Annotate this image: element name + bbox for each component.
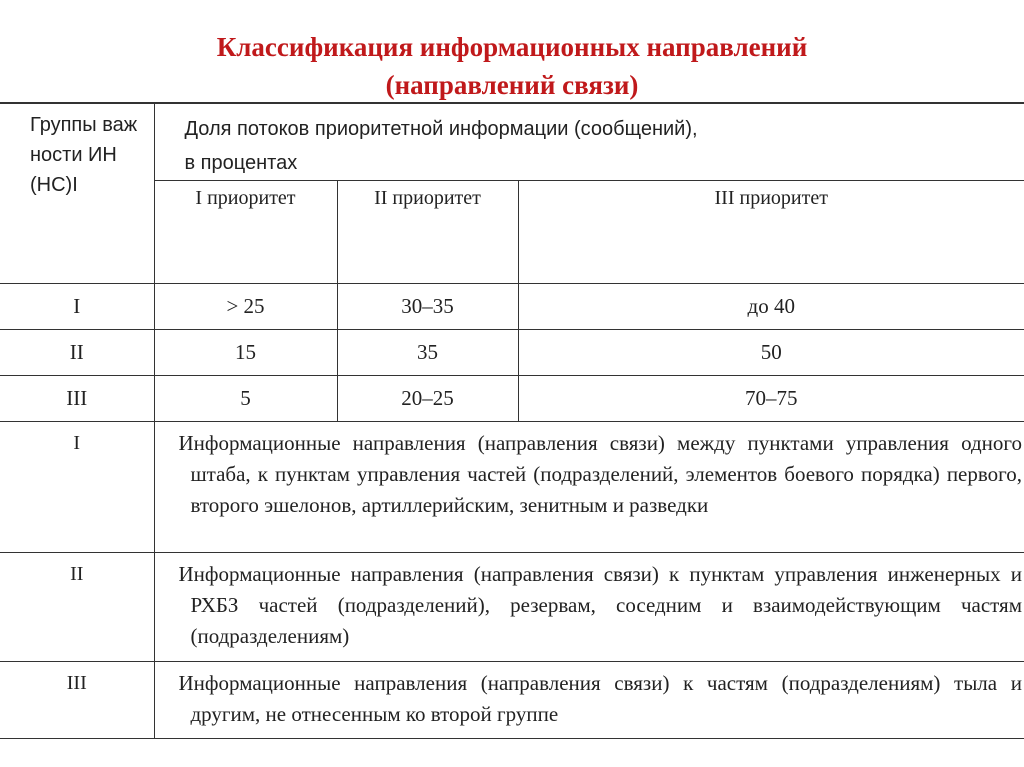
priority-header-row: [0, 181, 1024, 284]
share-header-line-1: Доля потоков приоритетной информации (сообщений),: [184, 118, 698, 140]
priority-1-header: I приоритет: [154, 181, 337, 284]
description-text: Информационные направления (направления связи) к пунктам управления инженерных и РХБЗ частей (подразделений), резервам, соседним и взаимодействующим частям (подразделениям): [154, 553, 1024, 662]
table-row: [0, 284, 1024, 330]
description-group: I: [0, 422, 154, 553]
group-header-cell: Группы важности ИН (НС)I: [0, 103, 154, 284]
priority-3-header: III приоритет: [518, 181, 1024, 284]
priority-3-value: 70–75: [518, 376, 1024, 422]
priority-2-value: 20–25: [337, 376, 518, 422]
description-row: [0, 662, 1024, 739]
description-group: II: [0, 553, 154, 662]
description-group: III: [0, 662, 154, 739]
group-cell: II: [0, 330, 154, 376]
classification-table: [0, 102, 1024, 739]
table-row: [0, 376, 1024, 422]
group-cell: III: [0, 376, 154, 422]
priority-2-header: II приоритет: [337, 181, 518, 284]
share-header-cell: [154, 103, 1024, 181]
priority-3-value: 50: [518, 330, 1024, 376]
priority-1-value: 5: [154, 376, 337, 422]
description-row: [0, 422, 1024, 553]
priority-1-value: > 25: [154, 284, 337, 330]
description-text: Информационные направления (направления связи) к частям (подразделениям) тыла и другим, не отнесенным ко второй группе: [154, 662, 1024, 739]
priority-1-value: 15: [154, 330, 337, 376]
description-row: [0, 553, 1024, 662]
page-title: [0, 28, 1024, 104]
description-text: Информационные направления (направления связи) между пунктами управления одного штаба, к пунктам управления частей (подразделений, элементов боевого порядка) первого, второго эшелонов, артиллерийским, зенитным и разведки: [154, 422, 1024, 553]
table-row: [0, 330, 1024, 376]
priority-3-value: до 40: [518, 284, 1024, 330]
priority-2-value: 30–35: [337, 284, 518, 330]
title-line-2: (направлений связи): [385, 70, 639, 100]
share-header-line-2: в процентах: [184, 152, 298, 174]
title-line-1: Классификация информационных направлений: [216, 32, 808, 62]
header-row: [0, 103, 1024, 181]
priority-2-value: 35: [337, 330, 518, 376]
group-cell: I: [0, 284, 154, 330]
